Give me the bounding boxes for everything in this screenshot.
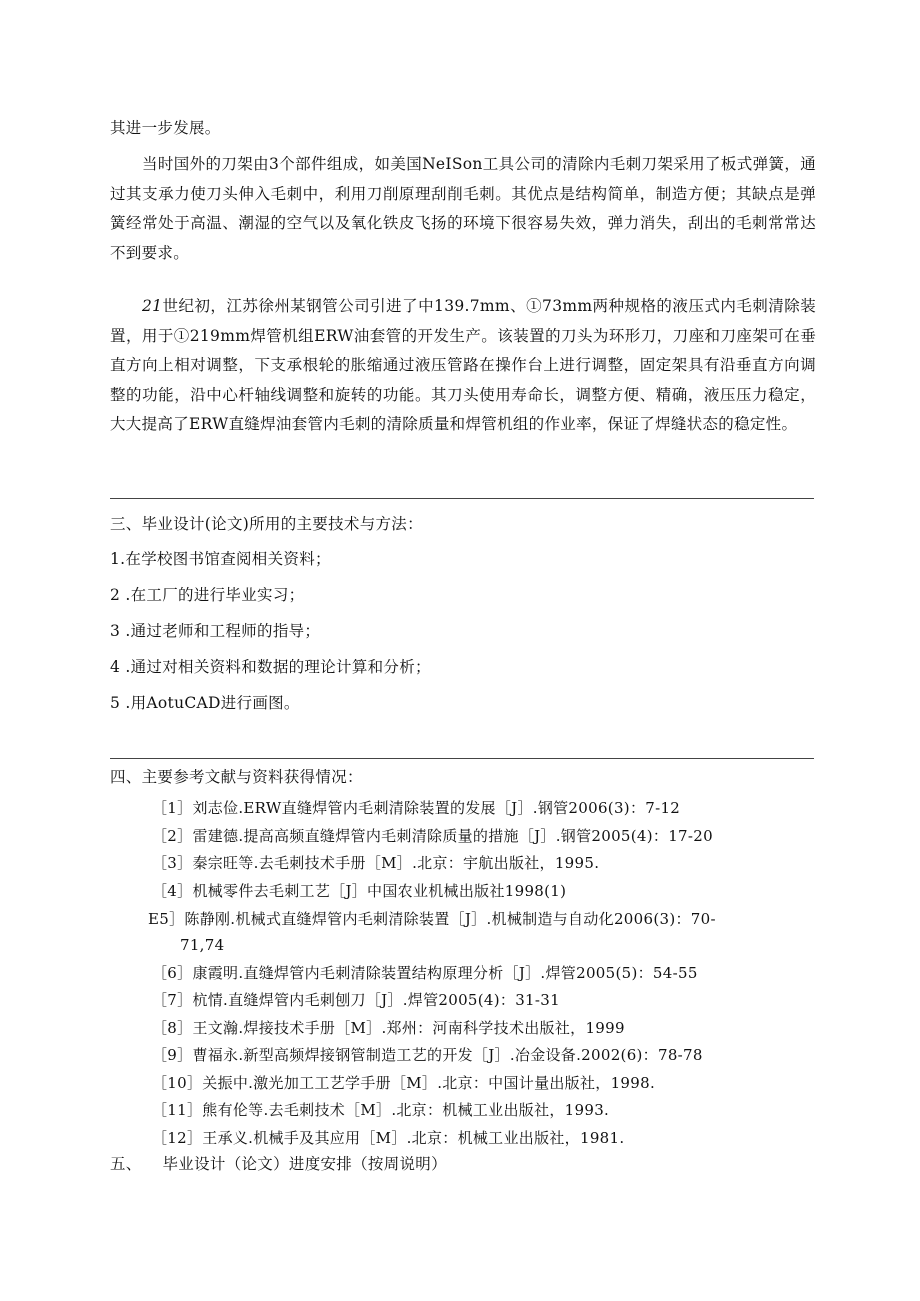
paragraph-lead-number: 21: [142, 297, 163, 315]
reference-item: ［8］王文瀚.焊接技术手册［M］.郑州：河南科学技术出版社，1999: [152, 1019, 625, 1037]
reference-item-continuation: 71,74: [180, 936, 225, 954]
method-item-1: 1.在学校图书馆查阅相关资料；: [110, 550, 331, 568]
reference-item: ［10］关振中.激光加工工艺学手册［M］.北京：中国计量出版社，1998.: [152, 1074, 656, 1092]
reference-item: ［4］机械零件去毛刺工艺［J］中国农业机械出版社1998(1): [152, 882, 567, 900]
method-item-2: 2 .在工厂的进行毕业实习；: [110, 586, 305, 604]
method-item-4: 4 .通过对相关资料和数据的理论计算和分析；: [110, 658, 431, 676]
section5-heading: 五、 毕业设计（论文）进度安排（按周说明）: [110, 1155, 447, 1173]
paragraph-foreign-tool-holder: 当时国外的刀架由3个部件组成，如美国NeISon工具公司的清除内毛刺刀架采用了板式弹簧，通过其支承力使刀头伸入毛刺中，利用刀削原理刮削毛刺。其优点是结构简单，制造方便；其缺点是弹簧经常处于高温、潮湿的空气以及氧化铁皮飞扬的环境下很容易失效，弹力消失，刮出的毛刺常常达不到要求。: [110, 155, 816, 262]
reference-item: ［2］雷建德.提高高频直缝焊管内毛刺清除质量的措施［J］.钢管2005(4)：17-20: [152, 827, 713, 845]
reference-item: ［11］熊有伦等.去毛刺技术［M］.北京：机械工业出版社，1993.: [152, 1101, 610, 1119]
method-item-5: 5 .用AotuCAD进行画图。: [110, 694, 300, 712]
reference-item: ［1］刘志俭.ERW直缝焊管内毛刺清除装置的发展［J］.钢管2006(3)：7-12: [152, 799, 681, 817]
section3-heading: 三、毕业设计(论文)所用的主要技术与方法：: [110, 515, 423, 533]
paragraph-continuation: 其进一步发展。: [110, 119, 221, 137]
section-divider: [110, 498, 814, 499]
reference-item: ［3］秦宗旺等.去毛刺技术手册［M］.北京：宇航出版社，1995.: [152, 854, 600, 872]
method-item-3: 3 .通过老师和工程师的指导；: [110, 622, 321, 640]
section4-heading: 四、主要参考文献与资料获得情况：: [110, 768, 363, 786]
reference-item: ［7］杭情.直缝焊管内毛刺刨刀［J］.焊管2005(4)：31-31: [152, 991, 560, 1009]
reference-item: E5］陈静刚.机械式直缝焊管内毛刺清除装置［J］.机械制造与自动化2006(3)：70-: [148, 910, 716, 928]
paragraph-body: 世纪初，江苏徐州某钢管公司引进了中139.7mm、①73mm两种规格的液压式内毛刺清除装置，用于①219mm焊管机组ERW油套管的开发生产。该装置的刀头为环形刀，刀座和刀座架可在垂直方向上相对调整，下支承根轮的胀缩通过液压管路在操作台上进行调整，固定架具有沿垂直方向调整的功能，沿中心杆轴线调整和旋转的功能。其刀头使用寿命长，调整方便、精确，液压压力稳定，大大提高了ERW直缝焊油套管内毛刺的清除质量和焊管机组的作业率，保证了焊缝状态的稳定性。: [110, 297, 816, 433]
reference-item: ［6］康霞明.直缝焊管内毛刺清除装置结构原理分析［J］.焊管2005(5)：54-55: [152, 964, 698, 982]
paragraph-xuzhou-device: [110, 292, 816, 440]
reference-item: ［9］曹福永.新型高频焊接钢管制造工艺的开发［J］.冶金设备.2002(6)：78-78: [152, 1046, 703, 1064]
reference-item: ［12］王承义.机械手及其应用［M］.北京：机械工业出版社，1981.: [152, 1129, 625, 1147]
section-divider: [110, 758, 814, 759]
